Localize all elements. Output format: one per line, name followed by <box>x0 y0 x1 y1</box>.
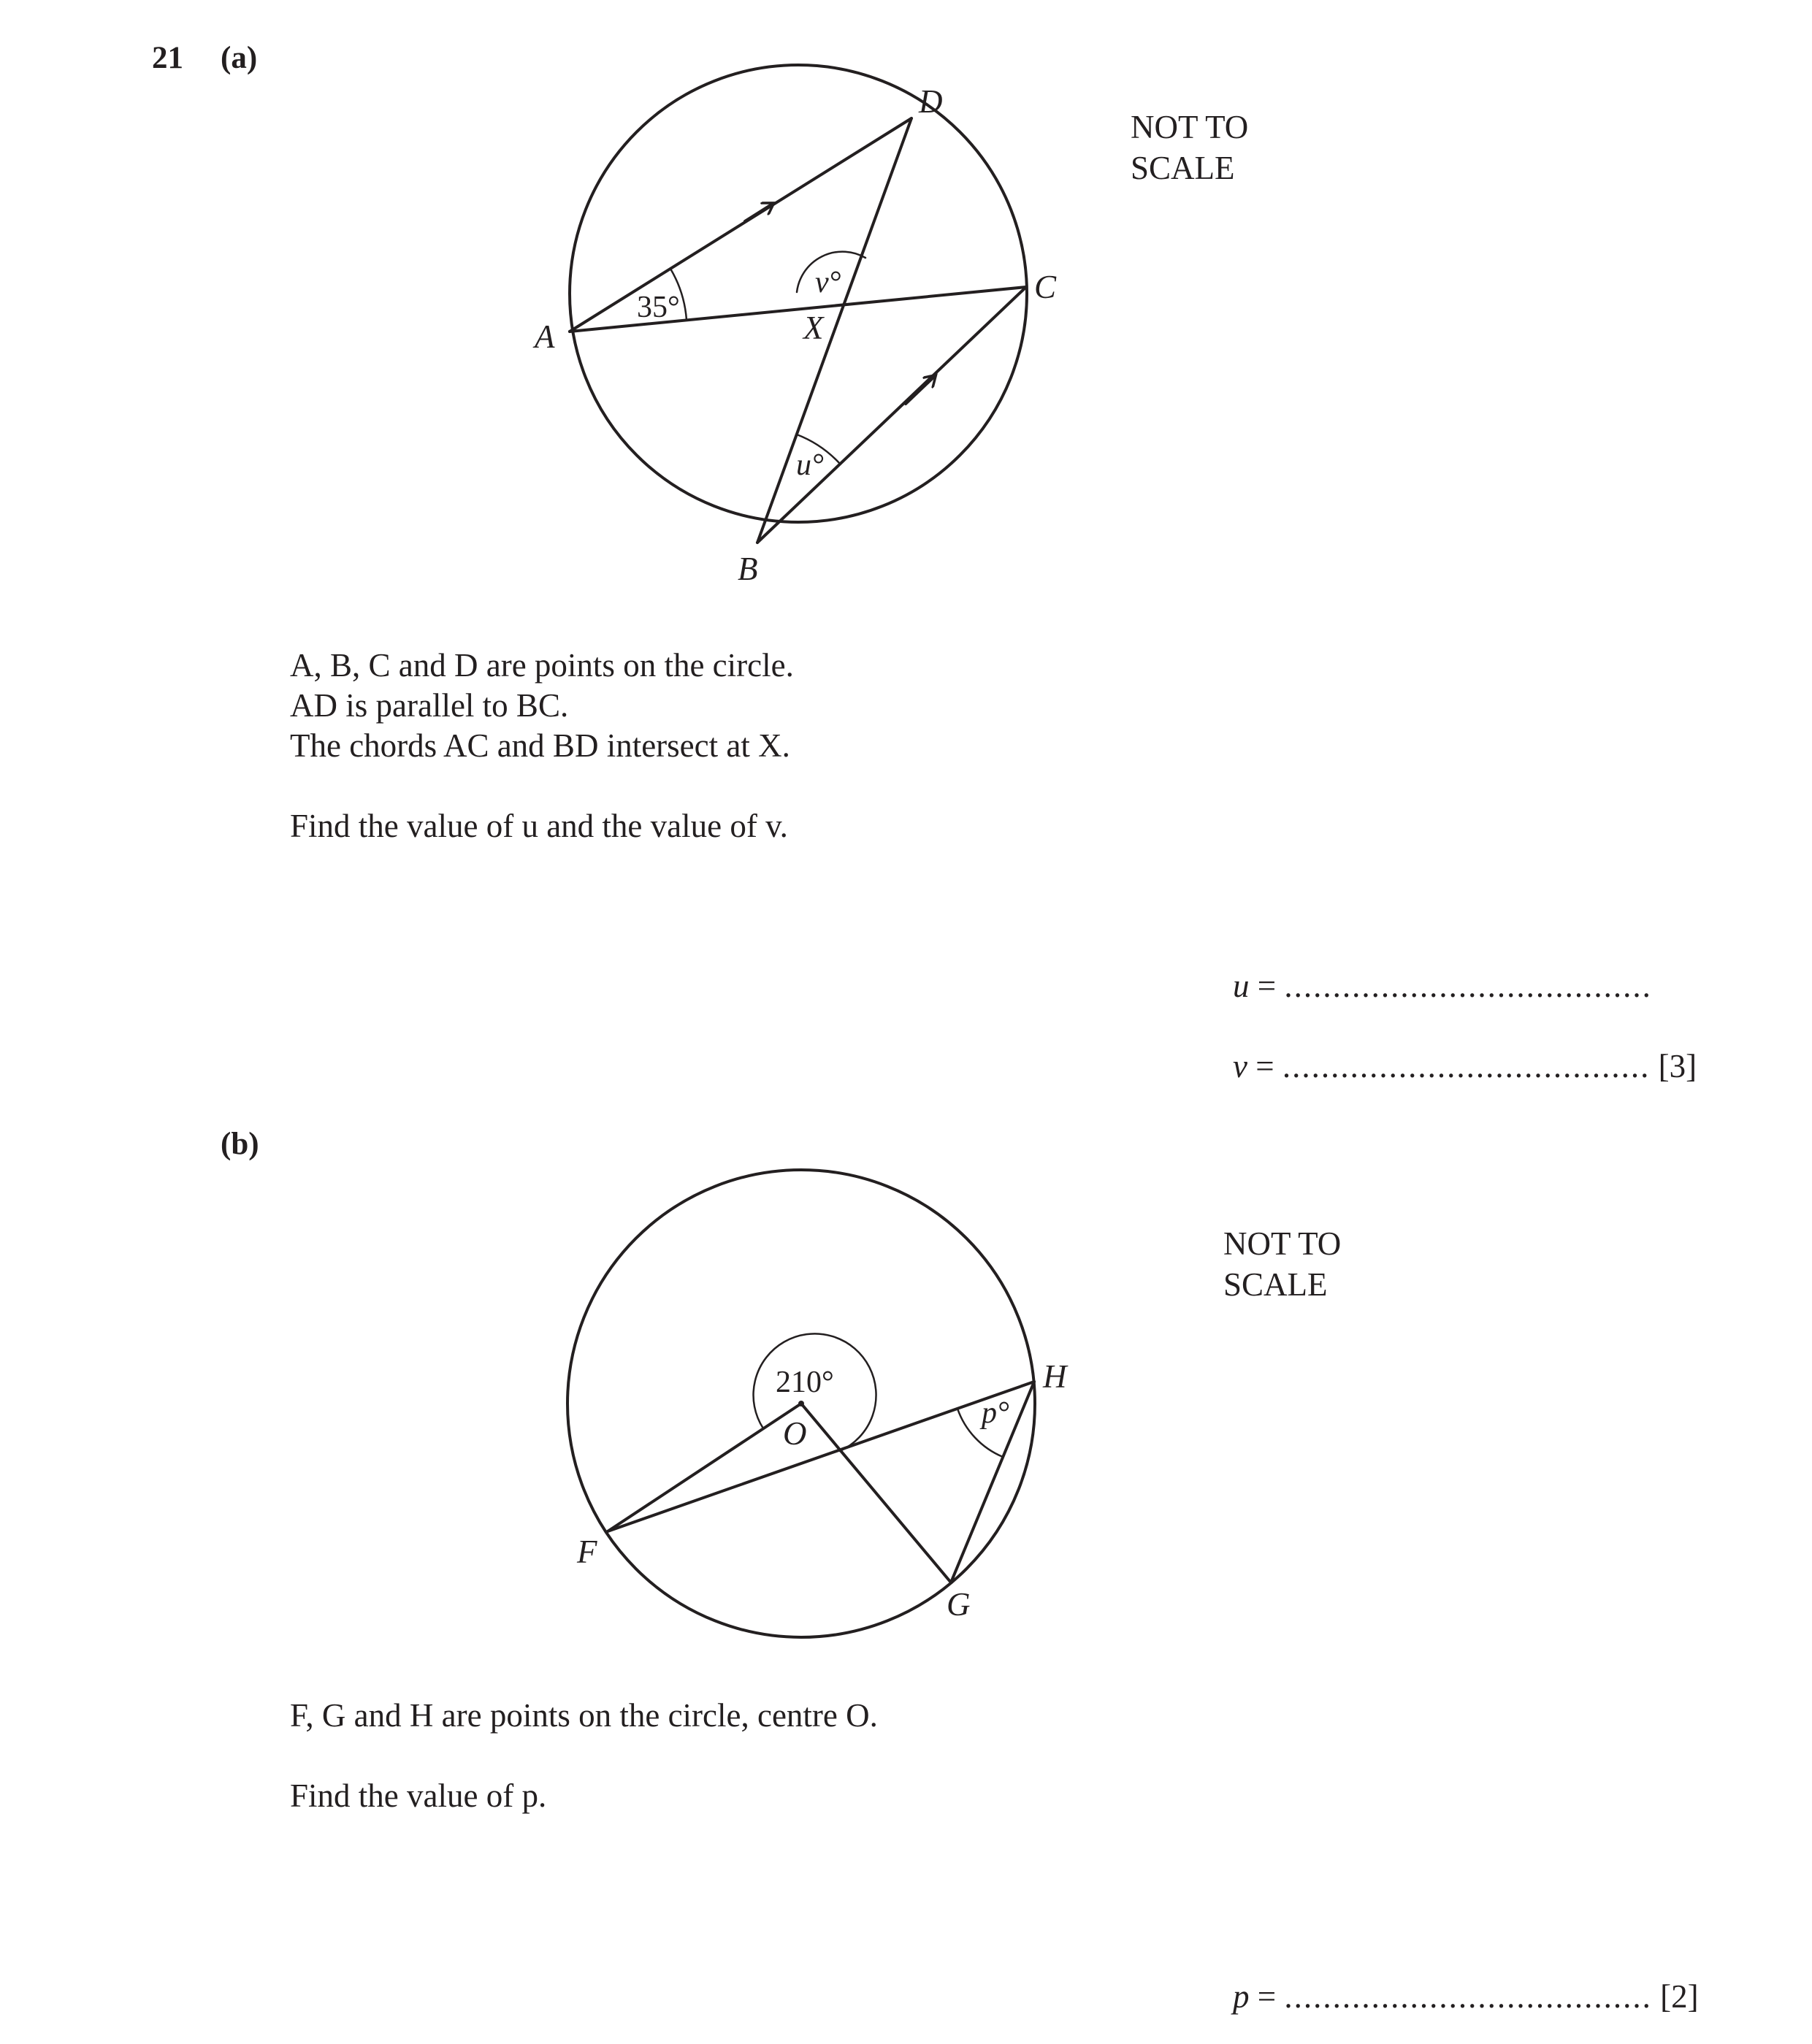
answer-equals: = <box>1247 1048 1282 1084</box>
answer-variable: p <box>1233 1978 1250 2015</box>
point-label-b: B <box>738 551 758 587</box>
answer-line-v[interactable] <box>1233 1050 1697 1083</box>
point-label-o: O <box>783 1415 807 1452</box>
answer-dots: ...................................... <box>1284 1978 1652 2015</box>
part-a-instruction: Find the value of u and the value of v. <box>290 808 788 844</box>
parallel-arrow-ad <box>745 204 773 221</box>
point-label-f: F <box>577 1534 597 1570</box>
angle-label-u: u° <box>796 448 824 482</box>
question-number: 21 <box>152 41 183 75</box>
circle-diagram-b <box>567 1170 1035 1637</box>
answer-variable: v <box>1233 1048 1247 1084</box>
statement-line: A, B, C and D are points on the circle. <box>290 647 794 684</box>
centre-dot <box>798 1401 804 1406</box>
chord-bc <box>757 287 1026 543</box>
angle-label-35: 35° <box>637 291 680 324</box>
answer-line-u[interactable] <box>1233 970 1652 1003</box>
answer-equals: = <box>1249 968 1285 1004</box>
answer-line-p[interactable] <box>1233 1980 1699 2013</box>
answer-dots: ...................................... <box>1284 968 1652 1004</box>
chord-bd <box>757 118 911 543</box>
answer-marks: [3] <box>1650 1048 1697 1084</box>
point-label-x: X <box>803 310 824 346</box>
parallel-arrow-bc <box>906 376 935 404</box>
answer-variable: u <box>1233 968 1250 1004</box>
point-label-c: C <box>1034 269 1057 305</box>
part-a-label: (a) <box>221 41 258 75</box>
statement-line: The chords AC and BD intersect at X. <box>290 727 790 764</box>
answer-marks: [2] <box>1651 1978 1699 2015</box>
angle-label-v: v° <box>815 266 841 299</box>
part-b-instruction: Find the value of p. <box>290 1777 547 1814</box>
part-a-statements <box>290 646 794 766</box>
not-to-scale-line-1: NOT TO <box>1223 1225 1342 1262</box>
point-label-g: G <box>947 1586 971 1623</box>
part-b-label: (b) <box>221 1127 259 1161</box>
angle-label-p: p° <box>982 1396 1009 1430</box>
part-b-statement: F, G and H are points on the circle, centre O. <box>290 1697 878 1734</box>
not-to-scale-line-2: SCALE <box>1223 1266 1328 1303</box>
point-label-a: A <box>535 318 555 355</box>
answer-equals: = <box>1249 1978 1285 2015</box>
radius-of <box>608 1404 801 1531</box>
not-to-scale-line-1: NOT TO <box>1131 109 1249 145</box>
radius-og <box>801 1404 951 1582</box>
not-to-scale-line-2: SCALE <box>1131 150 1235 186</box>
point-label-h: H <box>1043 1358 1067 1395</box>
statement-line: AD is parallel to BC. <box>290 687 569 724</box>
angle-label-210: 210° <box>776 1366 834 1399</box>
point-label-d: D <box>919 83 943 120</box>
chord-fh <box>608 1382 1034 1531</box>
answer-dots: ...................................... <box>1282 1048 1651 1084</box>
